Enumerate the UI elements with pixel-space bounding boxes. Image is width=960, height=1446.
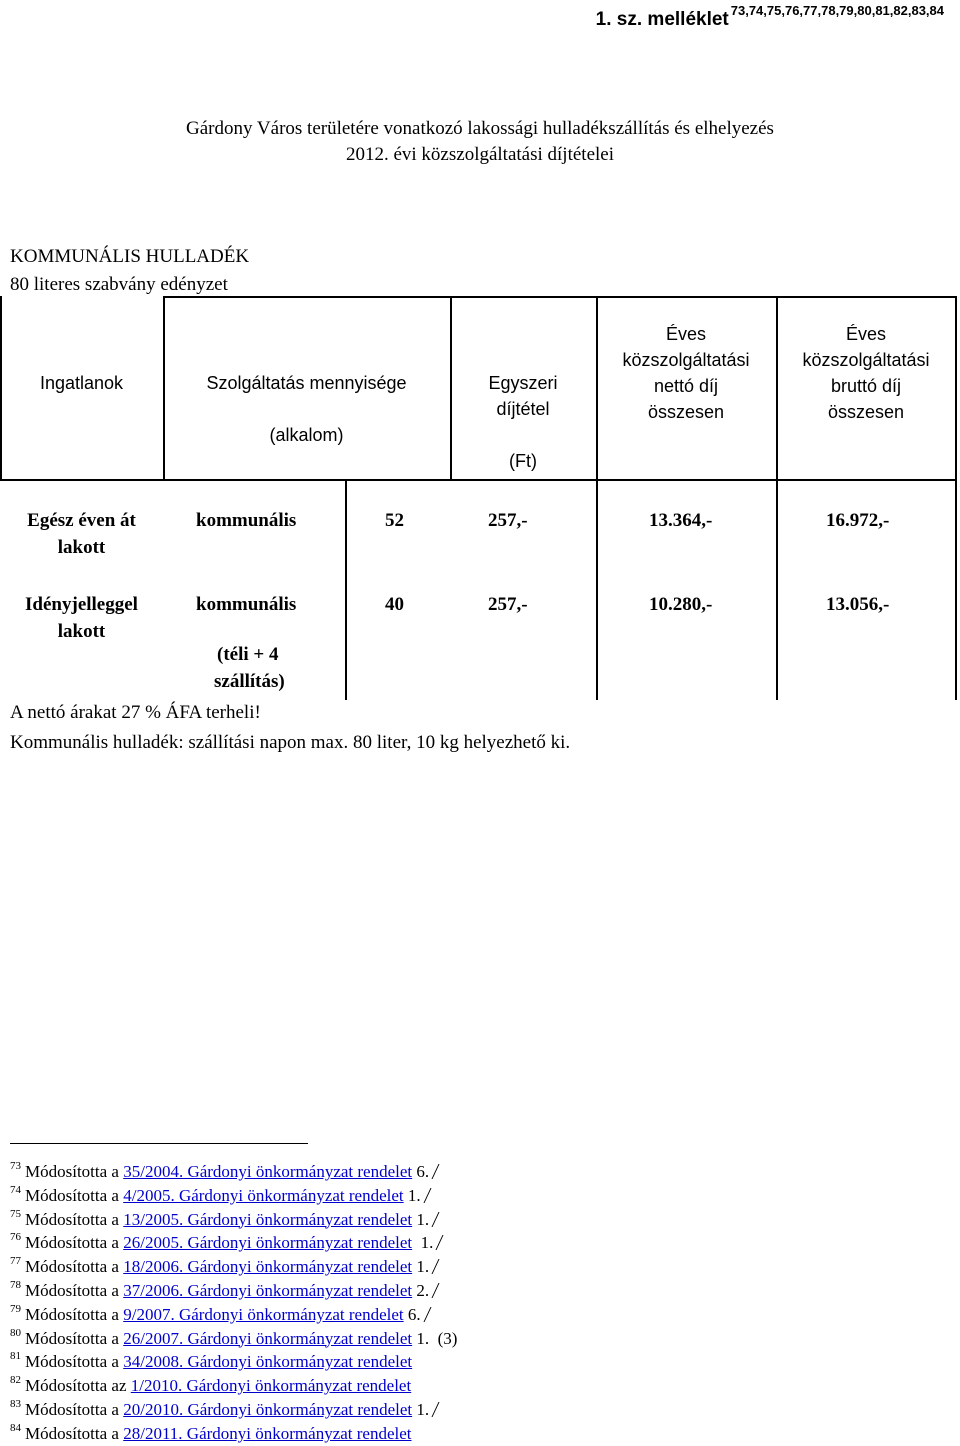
footnote-number: 81 (10, 1350, 21, 1363)
title-line-1: Gárdony Város területére vonatkozó lakossági hulladékszállítás és elhelyezés (186, 118, 774, 139)
footnote-prefix: Módosította a (25, 1162, 119, 1181)
footnote-suffix: 1. (412, 1209, 430, 1229)
footnote-marker-icon (432, 1283, 443, 1298)
annex-label (596, 3, 944, 31)
header-netto: Éves közszolgáltatási nettó díj összesen (622, 324, 750, 422)
footnote-item (10, 1225, 457, 1253)
footnote-suffix: 2. (412, 1280, 430, 1300)
table-row-2-qty: 40 (385, 594, 404, 615)
vat-note: A nettó árakat 27 % ÁFA terheli! (10, 702, 261, 723)
footnote-marker-icon (436, 1235, 447, 1250)
footnote-link[interactable]: 9/2007. Gárdonyi önkormányzat rendelet (123, 1304, 404, 1324)
footnote-link[interactable]: 37/2006. Gárdonyi önkormányzat rendelet (123, 1280, 413, 1300)
fee-table (0, 296, 957, 700)
footnote-marker-icon (423, 1188, 434, 1203)
footnote-suffix: 1. (412, 1257, 430, 1277)
footnote-suffix: 1. (3) (412, 1328, 458, 1348)
footnote-prefix: Módosította a (25, 1423, 119, 1443)
footnote-suffix: 1. (412, 1233, 434, 1253)
header-szolgaltatas: Szolgáltatás mennyisége (alkalom) (206, 373, 407, 445)
table-border-top (163, 296, 957, 298)
section-heading: KOMMUNÁLIS HULLADÉK (10, 246, 250, 267)
footnote-item (10, 1202, 457, 1229)
footnote-item (10, 1321, 458, 1348)
footnote-prefix: Módosította a (25, 1233, 119, 1253)
footnote-number: 74 (10, 1183, 21, 1196)
footnote-item (10, 1392, 457, 1419)
footnote-item (10, 1344, 457, 1372)
footnote-item (10, 1154, 457, 1181)
title-line-2: 2012. évi közszolgáltatási díjtételei (345, 144, 615, 165)
footnote-marker-icon (432, 1402, 443, 1417)
header-ingatlanok: Ingatlanok (39, 373, 124, 393)
footnote-link[interactable]: 1/2010. Gárdonyi önkormányzat rendelet (130, 1376, 412, 1396)
footnote-number: 82 (10, 1374, 21, 1387)
annex-title: 1. sz. melléklet (595, 9, 729, 30)
table-row-1-qty: 52 (385, 510, 404, 531)
footnote-number: 77 (10, 1255, 21, 1268)
table-row-2-unit: 257,- (488, 594, 528, 615)
footnote-marker-icon (432, 1212, 443, 1227)
notes (10, 698, 570, 758)
footnote-prefix: Módosította a (25, 1257, 119, 1277)
table-row-2-type: kommunális (téli + 4 szállítás) (196, 594, 297, 692)
footnote-suffix: 6. (403, 1304, 421, 1324)
table-row-1-gross: 16.972,- (826, 510, 890, 531)
footnote-item (10, 1416, 457, 1443)
footnote-suffix: 1. (403, 1185, 421, 1205)
header-brutto: Éves közszolgáltatási bruttó díj összesen (802, 324, 930, 422)
footnote-item (10, 1368, 457, 1396)
footnote-link[interactable]: 26/2005. Gárdonyi önkormányzat rendelet (123, 1233, 413, 1253)
footnote-suffix: 6. (412, 1162, 430, 1181)
section-header (10, 243, 249, 299)
footnote-link[interactable]: 4/2005. Gárdonyi önkormányzat rendelet (123, 1185, 404, 1205)
limit-note: Kommunális hulladék: szállítási napon max. 80 liter, 10 kg helyezhető ki. (10, 732, 571, 753)
footnote-number: 79 (10, 1302, 21, 1315)
footnote-prefix: Módosította a (25, 1209, 119, 1229)
table-rule-c3 (345, 481, 347, 700)
footnote-link[interactable]: 26/2007. Gárdonyi önkormányzat rendelet (123, 1328, 413, 1348)
footnote-number: 73 (10, 1160, 21, 1172)
footnote-separator (10, 1143, 308, 1144)
footnotes (10, 1154, 458, 1443)
footnote-number: 80 (10, 1326, 21, 1339)
footnote-link[interactable]: 20/2010. Gárdonyi önkormányzat rendelet (123, 1399, 413, 1419)
header-egyszeri: Egyszeri díjtétel (Ft) (488, 373, 558, 471)
footnote-item (10, 1178, 457, 1205)
footnote-prefix: Módosította a (25, 1399, 119, 1419)
table-row-1-category: Egész éven át lakott (27, 510, 136, 558)
footnote-marker-icon (432, 1259, 443, 1274)
footnote-prefix: Módosította a (25, 1304, 119, 1324)
footnote-prefix: Módosította a (25, 1328, 119, 1348)
table-row-2-net: 10.280,- (649, 594, 713, 615)
footnote-number: 83 (10, 1397, 21, 1410)
footnote-number: 78 (10, 1278, 21, 1291)
footnote-number: 84 (10, 1421, 21, 1434)
table-row-2-gross: 13.056,- (826, 594, 890, 615)
footnote-number: 75 (10, 1207, 21, 1220)
footnote-suffix: 1. (412, 1399, 430, 1419)
table-row-1-net: 13.364,- (649, 510, 713, 531)
table-rule-header (0, 479, 957, 481)
table-row-2-category: Idényjelleggel lakott (25, 594, 138, 642)
footnote-link[interactable]: 28/2011. Gárdonyi önkormányzat rendelet (123, 1423, 412, 1443)
footnote-number: 76 (10, 1231, 21, 1244)
footnote-link[interactable]: 18/2006. Gárdonyi önkormányzat rendelet (123, 1257, 413, 1277)
footnote-item (10, 1297, 457, 1324)
footnote-link[interactable]: 13/2005. Gárdonyi önkormányzat rendelet (123, 1209, 413, 1229)
document-title (0, 116, 960, 168)
footnote-prefix: Módosította az (25, 1376, 127, 1396)
table-row-1-unit: 257,- (488, 510, 528, 531)
annex-footnote-refs: 73,74,75,76,77,78,79,80,81,82,83,84 (730, 3, 944, 18)
footnote-marker-icon (423, 1307, 434, 1322)
footnote-marker-icon (432, 1164, 443, 1179)
footnote-link[interactable]: 34/2008. Gárdonyi önkormányzat rendelet (123, 1352, 413, 1372)
footnote-prefix: Módosította a (25, 1352, 119, 1372)
footnote-prefix: Módosította a (25, 1280, 119, 1300)
footnote-prefix: Módosította a (25, 1185, 119, 1205)
section-subheading: 80 literes szabvány edényzet (10, 274, 228, 295)
table-row-1-type: kommunális (196, 510, 297, 531)
footnote-link[interactable]: 35/2004. Gárdonyi önkormányzat rendelet (123, 1162, 413, 1181)
footnote-item (10, 1273, 457, 1300)
footnote-item (10, 1249, 457, 1277)
